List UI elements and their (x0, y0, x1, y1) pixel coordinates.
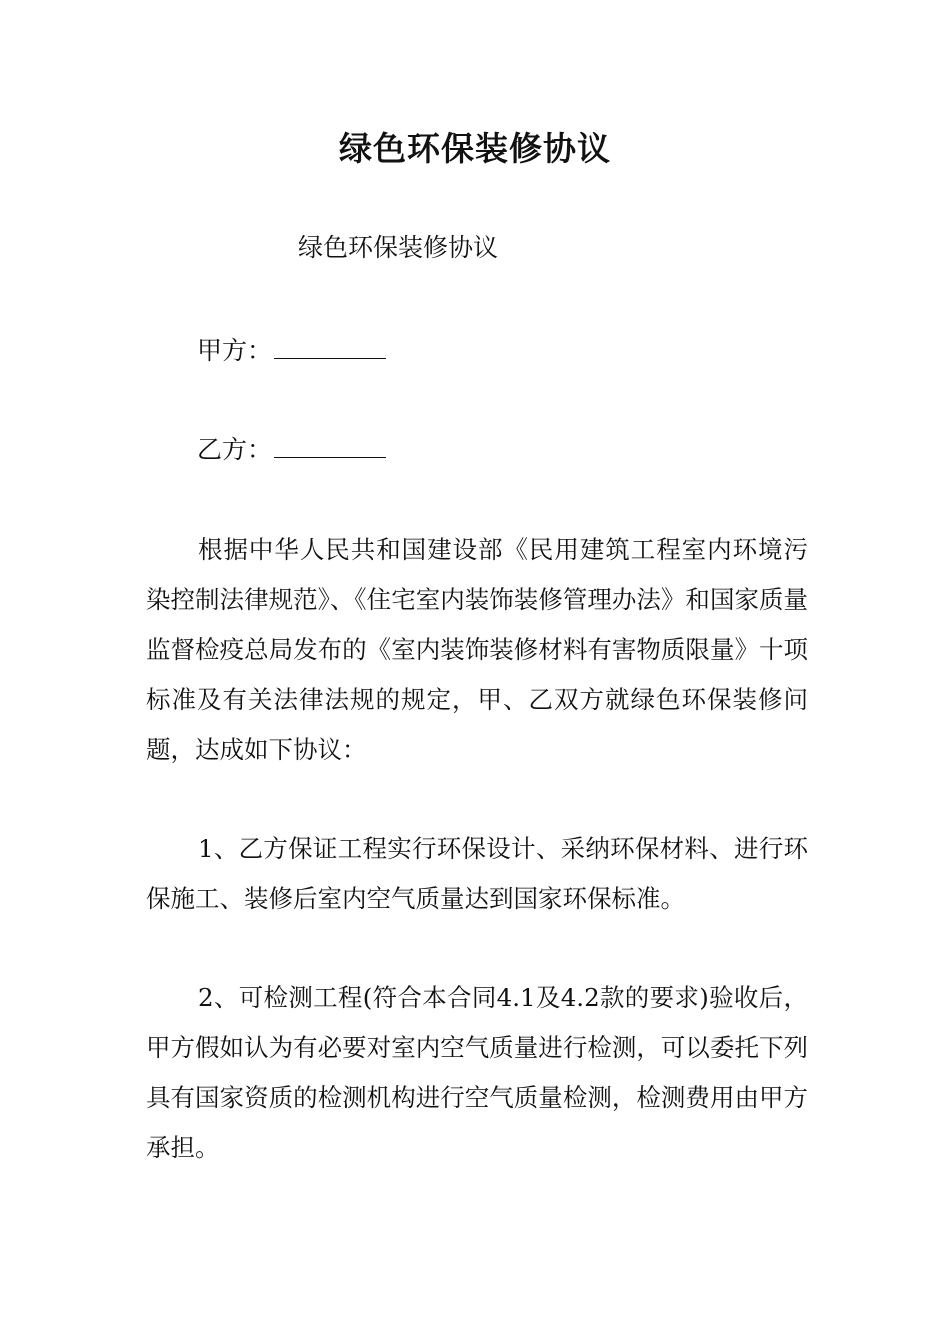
party-b-label: 乙方： (197, 435, 273, 464)
document-title: 绿色环保装修协议 (339, 129, 611, 168)
document-subtitle: 绿色环保装修协议 (298, 233, 499, 262)
party-a-blank (274, 334, 386, 359)
party-a-line (197, 333, 386, 369)
clause-1: 1、乙方保证工程实行环保设计、采纳环保材料、进行环保施工、装修后室内空气质量达到国家环保标准。 (146, 834, 808, 913)
party-a-label: 甲方： (197, 336, 273, 365)
clause-2: 2、可检测工程(符合本合同4.1及4.2款的要求)验收后，甲方假如认为有必要对室内空气质量进行检测，可以委托下列具有国家资质的检测机构进行空气质量检测，检测费用由甲方承担。 (146, 983, 808, 1162)
party-b-blank (274, 433, 386, 458)
party-b-line (197, 432, 386, 468)
intro-paragraph: 根据中华人民共和国建设部《民用建筑工程室内环境污染控制法律规范》、《住宅室内装饰装修管理办法》和国家质量监督检疫总局发布的《室内装饰装修材料有害物质限量》十项标准及有关法律法规的规定，甲、乙双方就绿色环保装修问题，达成如下协议： (146, 535, 808, 764)
